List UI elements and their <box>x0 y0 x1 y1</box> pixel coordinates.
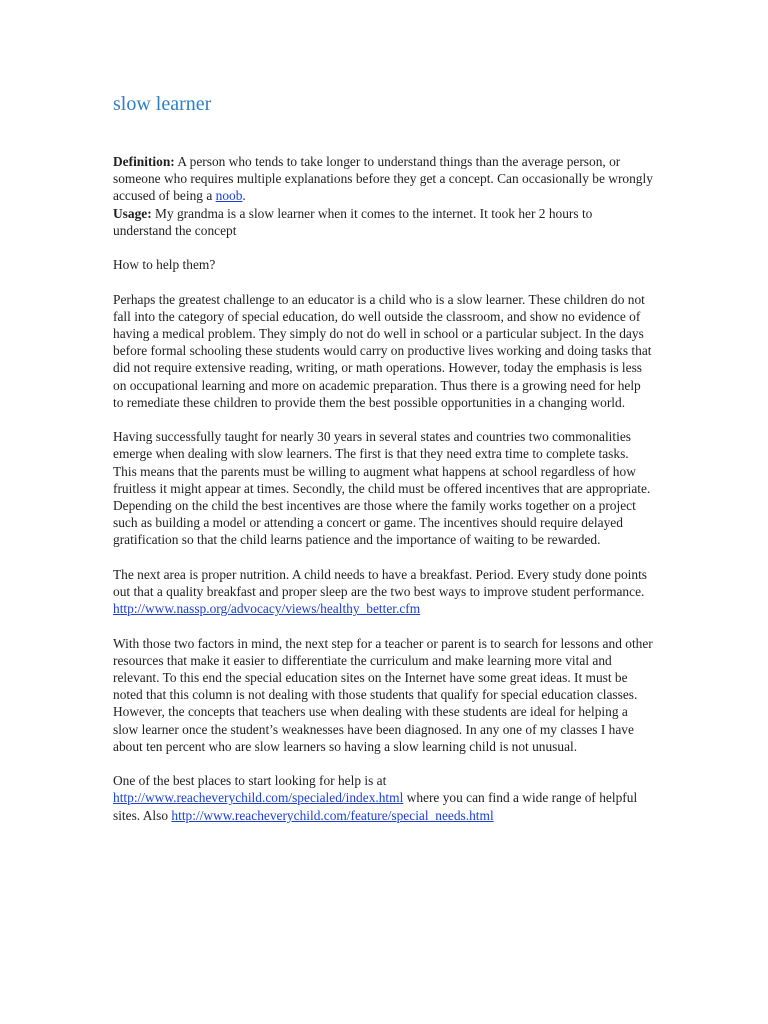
nassp-link[interactable]: http://www.nassp.org/advocacy/views/healthy_better.cfm <box>113 601 421 617</box>
help-text: One of the best places to start looking for help is at <box>113 773 387 789</box>
question-heading: How to help them? <box>113 257 216 273</box>
specialed-link[interactable]: http://www.reacheverychild.com/specialed/index.html <box>113 790 404 806</box>
paragraph-resources: With those two factors in mind, the next step for a teacher or parent is to search for lessons and other resources that make it easier to differentiate the curriculum and make learning more vital and relevant. To this end the special education sites on the Internet have some great ideas. It must be noted that this column is not dealing with those students that qualify for special education classes. However, the concepts that teachers use when dealing with these students are ideal for helping a slow learner once the student’s weaknesses have been diagnosed. In any one of my classes I have about ten percent who are slow learners so having a slow learning child is not unusual. <box>113 635 653 754</box>
usage-paragraph <box>113 205 653 239</box>
nutrition-text: The next area is proper nutrition. A child needs to have a breakfast. Period. Every study done points out that a quality breakfast and proper sleep are the two best ways to improve student performance. <box>113 566 647 600</box>
definition-text: A person who tends to take longer to understand things than the average person, or someone who requires multiple explanations before they get a concept. Can occasionally be wrongly accused of being a <box>113 154 653 204</box>
document-body <box>113 153 653 824</box>
definition-paragraph <box>113 153 653 205</box>
page-title: slow learner <box>113 93 212 115</box>
definition-end: . <box>242 188 246 204</box>
paragraph-nutrition <box>113 566 653 618</box>
usage-label: Usage: <box>113 205 152 221</box>
paragraph-help-sites <box>113 772 653 824</box>
usage-text: My grandma is a slow learner when it comes to the internet. It took her 2 hours to understand the concept <box>113 205 593 238</box>
definition-label: Definition: <box>113 154 175 169</box>
noob-link[interactable]: noob <box>215 188 243 204</box>
help-mid-text: where you can find a wide range of helpful sites. Also <box>113 790 638 823</box>
special-needs-link[interactable]: http://www.reacheverychild.com/feature/special_needs.html <box>171 807 494 823</box>
paragraph-commonalities: Having successfully taught for nearly 30 years in several states and countries two commonalities emerge when dealing with slow learners. The first is that they need extra time to complete tasks. This means that the parents must be willing to augment what happens at school regardless of how fruitless it might appear at times. Secondly, the child must be offered incentives that are appropriate. Depending on the child the best incentives are those where the family works together on a project such as building a model or attending a concert or game. The incentives should require delayed gratification so that the child learns patience and the importance of waiting to be rewarded. <box>113 429 651 548</box>
paragraph-challenge: Perhaps the greatest challenge to an educator is a child who is a slow learner. These children do not fall into the category of special education, do well outside the classroom, and show no evidence of having a medical problem. They simply do not do well in school or a particular subject. In the days before formal schooling these students would carry on productive lives working and doing tasks that did not require extensive reading, writing, or math operations. However, today the emphasis is less on occupational learning and more on academic preparation. Thus there is a growing need for help to remediate these children to provide them the best possible opportunities in a changing world. <box>113 291 652 410</box>
